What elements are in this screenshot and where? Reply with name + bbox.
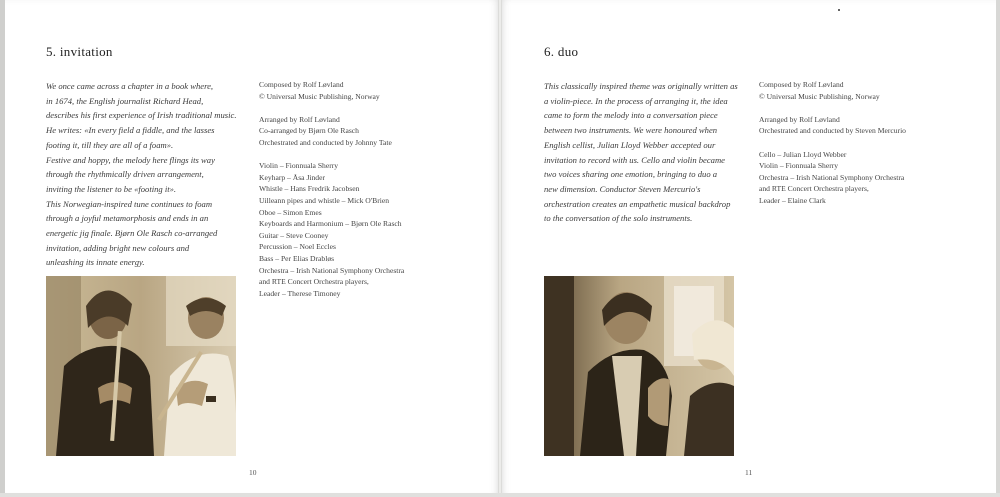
credit-block-arrangement [259, 114, 469, 149]
credit-line: Arranged by Rolf Løvland [259, 114, 340, 124]
description-line: describes his first experience of Irish traditional music. [46, 110, 237, 121]
page-edge-bottom [0, 493, 1000, 497]
description-line: came to form the melody into a conversation piece [544, 110, 718, 121]
credit-line: © Universal Music Publishing, Norway [759, 91, 880, 101]
credit-line: Arranged by Rolf Løvland [759, 114, 840, 124]
credit-line: Co-arranged by Bjørn Ole Rasch [259, 126, 359, 136]
track-credits [259, 79, 469, 311]
description-line: unleashing its innate energy. [46, 257, 145, 268]
track-credits [759, 79, 969, 218]
page-number: 11 [745, 468, 753, 477]
description-line: inviting the listener to be «footing it». [46, 183, 177, 194]
photo-whistle-players [46, 276, 236, 456]
credit-line: Oboe – Simon Emes [259, 207, 322, 217]
description-line: We once came across a chapter in a book where, [46, 81, 214, 91]
credit-line: Orchestrated and conducted by Steven Mercurio [759, 126, 906, 136]
credit-line: and RTE Concert Orchestra players, [759, 184, 869, 194]
credit-block-musicians [259, 160, 469, 299]
credit-line: © Universal Music Publishing, Norway [259, 91, 380, 101]
credit-line: Whistle – Hans Fredrik Jacobsen [259, 184, 360, 194]
credit-line: Composed by Rolf Løvland [759, 80, 844, 89]
credit-line: Percussion – Noel Eccles [259, 242, 336, 252]
credit-line: Violin – Fionnuala Sherry [759, 161, 839, 171]
photo-whistle-players-image [46, 276, 236, 456]
credit-block-arrangement [759, 114, 969, 137]
credit-line: Orchestra – Irish National Symphony Orchestra [259, 265, 405, 275]
credit-line: Bass – Per Elias Drabløs [259, 253, 335, 263]
credit-line: Uilleann pipes and whistle – Mick O'Brien [259, 195, 390, 205]
credit-line: Violin – Fionnuala Sherry [259, 161, 339, 171]
credit-line: Keyharp – Åsa Jinder [259, 172, 326, 182]
description-line: footing it, till they are all of a foam». [46, 139, 174, 150]
credit-line: Cello – Julian Lloyd Webber [759, 149, 847, 159]
description-line: English cellist, Julian Lloyd Webber accepted our [544, 139, 716, 150]
track-description [544, 79, 744, 226]
credit-block-musicians [759, 149, 969, 207]
description-line: energetic jig finale. Bjørn Ole Rasch co-arranged [46, 228, 218, 239]
right-page [500, 0, 1000, 497]
track-title: 5. invitation [46, 44, 113, 59]
description-line: invitation to record with us. Cello and violin became [544, 154, 726, 165]
print-speck [838, 9, 840, 11]
track-description [46, 79, 246, 270]
credit-block-composer [759, 79, 969, 102]
credit-line: Keyboards and Harmonium – Bjørn Ole Rasch [259, 219, 402, 229]
description-line: a violin-piece. In the process of arranging it, the idea [544, 95, 728, 106]
description-line: to the conversation of the solo instruments. [544, 213, 693, 224]
credit-line: Orchestra – Irish National Symphony Orchestra [759, 172, 905, 182]
description-line: Festive and hoppy, the melody here flings its way [46, 154, 215, 165]
description-line: This classically inspired theme was originally written as [544, 81, 738, 91]
photo-cellist-and-violinist [544, 276, 734, 456]
description-line: in 1674, the English journalist Richard Head, [46, 95, 204, 106]
credit-line: Composed by Rolf Løvland [259, 80, 344, 89]
credit-block-composer [259, 79, 469, 102]
credit-line: Leader – Elaine Clark [759, 195, 826, 205]
description-line: He writes: «In every field a fiddle, and the lasses [46, 125, 215, 136]
credit-line: Orchestrated and conducted by Johnny Tate [259, 137, 392, 147]
description-line: This Norwegian-inspired tune continues to foam [46, 198, 213, 209]
description-line: through the rhythmically driven arrangement, [46, 169, 204, 180]
spine-gutter [498, 0, 502, 497]
description-line: through a joyful metamorphosis and ends in an [46, 213, 209, 224]
track-title: 6. duo [544, 44, 579, 59]
description-line: new dimension. Conductor Steven Mercurio's [544, 183, 701, 194]
description-line: two voices sharing one emotion, bringing to duo a [544, 169, 718, 180]
description-line: orchestration creates an empathetic musical backdrop [544, 198, 731, 209]
description-line: between two instruments. We were honoured when [544, 125, 718, 136]
page-number: 10 [249, 468, 257, 477]
description-line: invitation, adding bright new colours and [46, 242, 190, 253]
credit-line: Guitar – Steve Cooney [259, 230, 329, 240]
page-edge [996, 0, 1000, 497]
page-edge [0, 0, 5, 497]
credit-line: Leader – Therese Timoney [259, 288, 341, 298]
photo-cellist-and-violinist-image [544, 276, 734, 456]
credit-line: and RTE Concert Orchestra players, [259, 277, 369, 287]
